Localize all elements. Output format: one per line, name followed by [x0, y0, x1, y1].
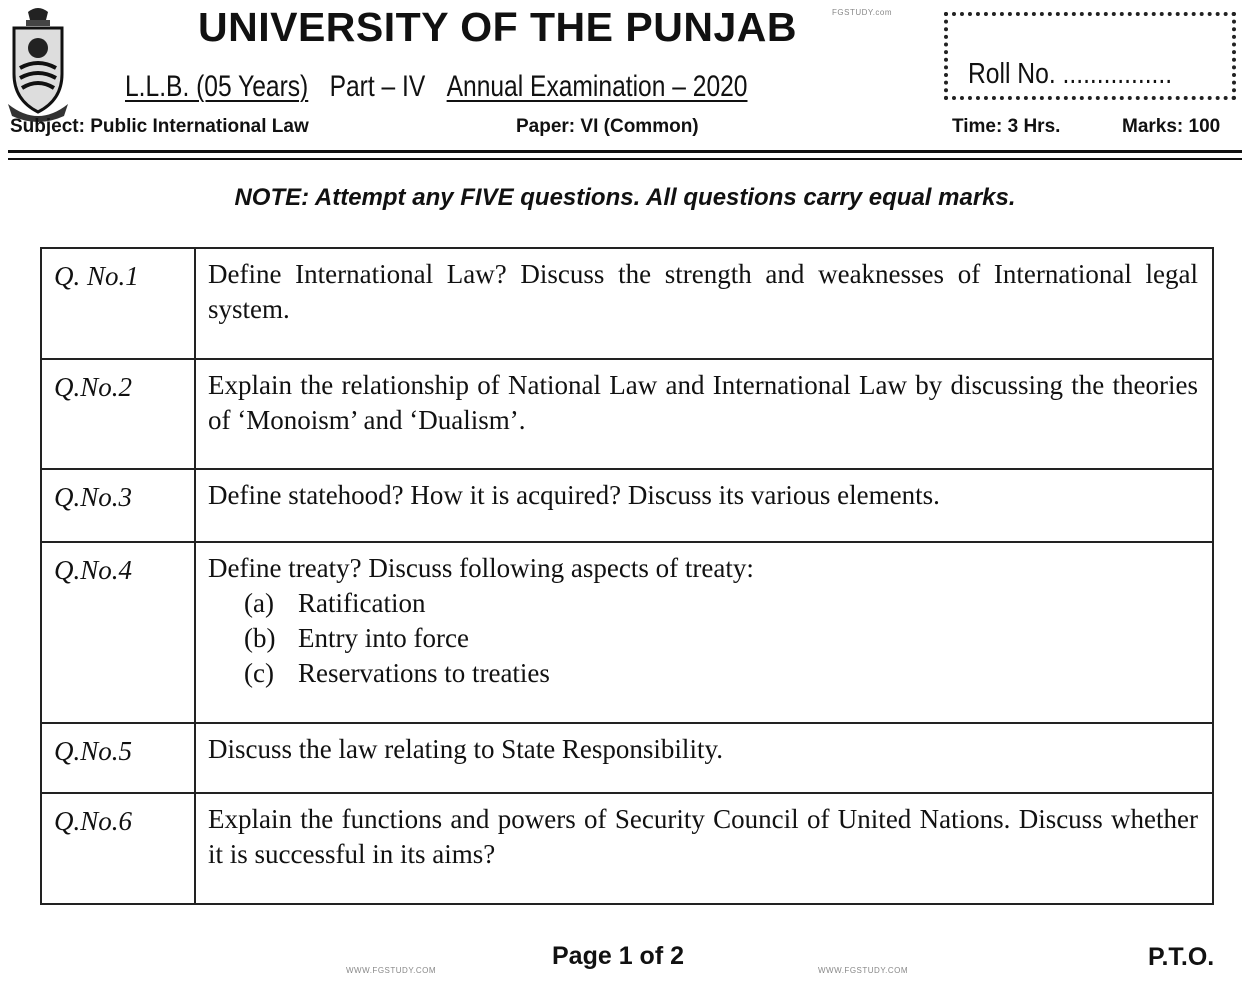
part-label: Part – IV	[329, 70, 426, 103]
university-title: UNIVERSITY OF THE PUNJAB	[198, 4, 797, 50]
question-text: Define statehood? How it is acquired? Discuss its various elements.	[195, 469, 1213, 541]
watermark-top: FGSTUDY.com	[832, 8, 893, 17]
question-number: Q.No.2	[41, 359, 195, 470]
sub-question-text: Reservations to treaties	[298, 657, 550, 688]
question-number: Q. No.1	[41, 248, 195, 359]
sub-question-label: (a)	[244, 587, 274, 618]
pto-label: P.T.O.	[1148, 943, 1215, 971]
sub-question-label: (b)	[244, 622, 276, 653]
marks-label: Marks: 100	[1122, 116, 1221, 137]
question-number: Q.No.6	[41, 793, 195, 904]
watermark-bottom-left: WWW.FGSTUDY.COM	[346, 966, 437, 975]
question-row	[41, 723, 1213, 793]
question-text: Discuss the law relating to State Responsibility.	[195, 723, 1213, 793]
examination-label: Annual Examination – 2020	[446, 70, 748, 103]
subject-label: Subject: Public International Law	[10, 116, 309, 137]
page-number: Page 1 of 2	[552, 942, 684, 970]
sub-question-text: Ratification	[298, 587, 426, 618]
questions-table	[40, 247, 1214, 905]
watermark-bottom-right: WWW.FGSTUDY.COM	[818, 966, 909, 975]
question-text: Define treaty? Discuss following aspects of treaty:	[208, 552, 754, 583]
question-row	[41, 793, 1213, 904]
paper-label: Paper: VI (Common)	[516, 116, 699, 137]
header-divider	[8, 158, 1242, 160]
header-divider	[8, 150, 1242, 153]
sub-question	[244, 656, 1198, 691]
question-text: Define International Law? Discuss the strength and weaknesses of International legal system.	[195, 248, 1213, 359]
question-row	[41, 359, 1213, 470]
exam-line	[125, 70, 769, 104]
question-row	[41, 542, 1213, 723]
sub-question-label: (c)	[244, 657, 274, 688]
question-row	[41, 469, 1213, 541]
sub-question	[244, 621, 1198, 656]
question-row	[41, 248, 1213, 359]
question-number: Q.No.5	[41, 723, 195, 793]
question-text-block	[195, 542, 1213, 723]
instruction-note: NOTE: Attempt any FIVE questions. All questions carry equal marks.	[234, 184, 1016, 211]
question-number: Q.No.4	[41, 542, 195, 723]
question-text: Explain the relationship of National Law and International Law by discussing the theories of ‘Monoism’ and ‘Dualism’.	[195, 359, 1213, 470]
sub-question-text: Entry into force	[298, 622, 469, 653]
question-text: Explain the functions and powers of Security Council of United Nations. Discuss whether it is successful in its aims?	[195, 793, 1213, 904]
time-label: Time: 3 Hrs.	[952, 116, 1061, 137]
question-number: Q.No.3	[41, 469, 195, 541]
roll-number-label: Roll No. ................	[968, 58, 1173, 90]
sub-question	[244, 586, 1198, 621]
university-crest-logo	[6, 4, 70, 122]
degree-label: L.L.B. (05 Years)	[125, 70, 309, 103]
